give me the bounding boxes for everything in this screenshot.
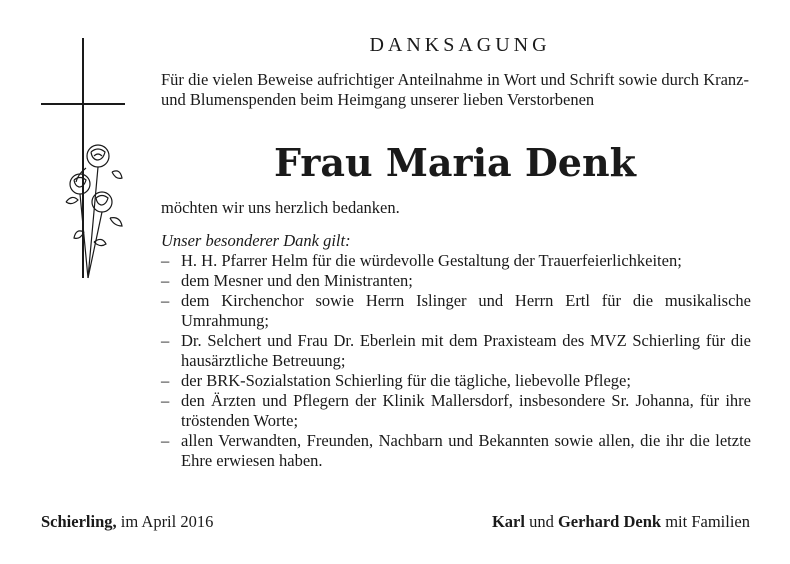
list-item: – dem Kirchenchor sowie Herrn Islinger und Herrn Ertl für die musikalische Umrahmung; [161,291,751,331]
special-thanks-heading: Unser besonderer Dank gilt: [161,231,351,250]
intro-text: Für die vielen Beweise aufrichtiger Anteilnahme in Wort und Schrift sowie durch Kranz- und Blumenspenden beim Heimgang unserer lieben Verstorbenen [161,70,749,109]
footer-name-1: Karl [491,512,525,531]
rose-bouquet-icon [58,142,128,282]
footer-place-date [41,512,213,532]
list-item: – den Ärzten und Pflegern der Klinik Mallersdorf, insbesondere Sr. Johanna, für ihre tröstenden Worte; [161,391,751,431]
list-item: – dem Mesner und den Ministranten; [161,271,751,291]
deceased-name: Frau Maria Denk [274,140,636,185]
list-item: – Dr. Selchert und Frau Dr. Eberlein mit dem Praxisteam des MVZ Schierling für die hausärztliche Betreuung; [161,331,751,371]
footer-place: Schierling, [41,512,117,531]
thanks-line: möchten wir uns herzlich bedanken. [161,198,400,217]
footer-name-2: Gerhard Denk [557,512,662,531]
heading: DANKSAGUNG [369,34,551,56]
thanks-list [161,251,751,471]
list-item: – allen Verwandten, Freunden, Nachbarn und Bekannten sowie allen, die ihr die letzte Ehre erwiesen haben. [161,431,751,471]
list-item: – der BRK-Sozialstation Schierling für die tägliche, liebevolle Pflege; [161,371,751,391]
footer-signature [492,512,750,532]
footer-connector: und [529,512,554,531]
list-item: – H. H. Pfarrer Helm für die würdevolle Gestaltung der Trauerfeierlichkeiten; [161,251,751,271]
footer-suffix: mit Familien [665,512,750,531]
cross-bar [41,103,125,105]
footer-date: im April 2016 [120,512,214,531]
